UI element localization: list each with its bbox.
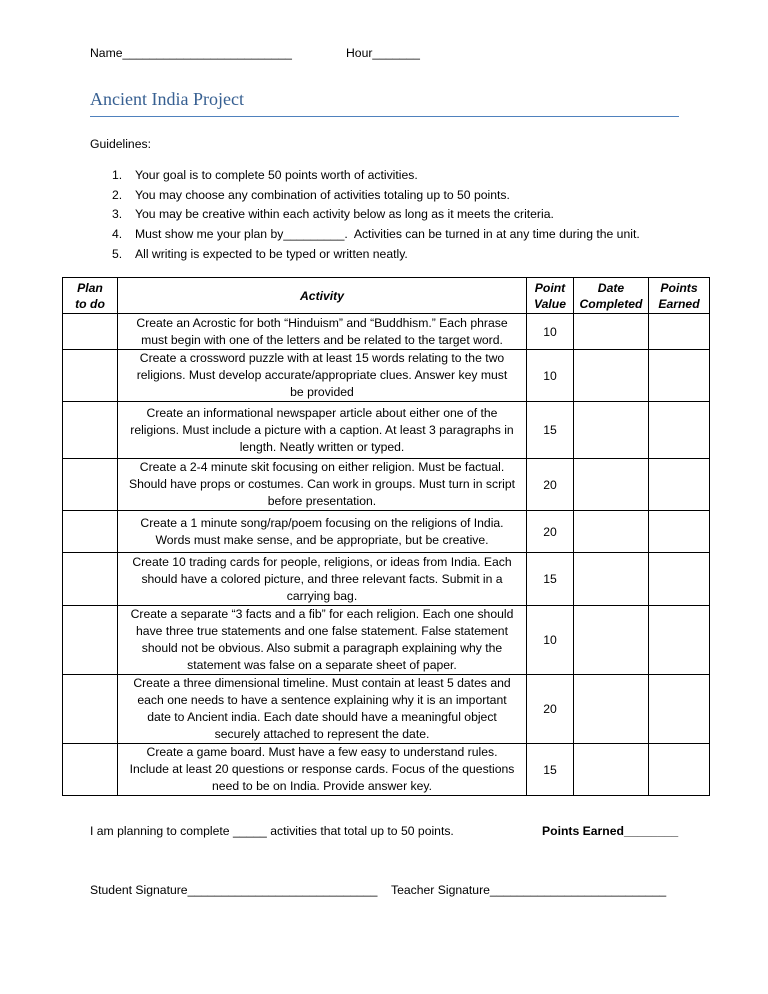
- activity-description: [118, 350, 527, 402]
- header-date-completed: Date Completed: [574, 278, 649, 314]
- hour-field[interactable]: Hour_______: [346, 46, 420, 60]
- guideline-text: All writing is expected to be typed or written neatly.: [135, 246, 408, 261]
- guideline-text: You may be creative within each activity below as long as it meets the criteria.: [135, 207, 554, 222]
- points-earned-cell[interactable]: [649, 459, 710, 511]
- guideline-number: 5.: [112, 246, 123, 261]
- planning-statement: I am planning to complete _____ activities that total up to 50 points.: [90, 824, 454, 838]
- points-earned-cell[interactable]: [649, 314, 710, 350]
- activity-line: be provided: [290, 385, 354, 399]
- date-completed-cell[interactable]: [574, 459, 649, 511]
- title-underline: [90, 116, 679, 117]
- date-completed-cell[interactable]: [574, 314, 649, 350]
- table-row: [63, 511, 710, 553]
- activity-line: Create 10 trading cards for people, religions, or ideas from India. Each: [132, 554, 512, 569]
- guideline-number: 2.: [112, 187, 123, 202]
- plan-to-do-cell[interactable]: [63, 350, 118, 402]
- table-row: [63, 553, 710, 606]
- point-value-cell: 20: [527, 675, 574, 744]
- table-row: [63, 459, 710, 511]
- activity-line: Create a 2-4 minute skit focusing on either religion. Must be factual.: [139, 460, 505, 474]
- point-value-cell: 10: [527, 606, 574, 675]
- activity-line: length. Neatly written or typed.: [239, 439, 405, 454]
- guideline-text: You may choose any combination of activities totaling up to 50 points.: [135, 187, 510, 202]
- plan-to-do-cell[interactable]: [63, 314, 118, 350]
- plan-to-do-cell[interactable]: [63, 606, 118, 675]
- header-activity: Activity: [118, 278, 527, 314]
- guideline-number: 4.: [112, 227, 123, 242]
- activity-line: must begin with one of the letters and be related to the target word.: [141, 332, 503, 347]
- point-value-cell: 10: [527, 350, 574, 402]
- point-value-cell: 15: [527, 553, 574, 606]
- activity-line: Create a game board. Must have a few easy to understand rules.: [146, 745, 498, 759]
- activity-description: [118, 511, 527, 553]
- table-row: [63, 314, 710, 350]
- activity-line: statement was false on a separate sheet of paper.: [187, 658, 457, 672]
- table-row: [63, 606, 710, 675]
- points-earned-cell[interactable]: [649, 675, 710, 744]
- activity-line: religions. Must include a picture with a caption. At least 3 paragraphs in: [130, 422, 514, 437]
- activity-line: carrying bag.: [286, 588, 358, 603]
- student-signature-line[interactable]: Student Signature____________________________: [90, 883, 378, 897]
- activity-line: before presentation.: [267, 494, 377, 508]
- activity-line: Should have props or costumes. Can work in groups. Must turn in script: [128, 477, 516, 491]
- page-title: Ancient India Project: [90, 89, 244, 109]
- plan-to-do-cell[interactable]: [63, 511, 118, 553]
- points-earned-cell[interactable]: [649, 606, 710, 675]
- point-value-cell: 20: [527, 459, 574, 511]
- activity-line: Include at least 20 questions or response cards. Focus of the questions: [129, 762, 515, 776]
- activity-line: should not be obvious. Also submit a paragraph explaining why the: [141, 641, 503, 655]
- date-completed-cell[interactable]: [574, 675, 649, 744]
- activity-line: should have a colored picture, and three relevant facts. Submit in a: [141, 571, 503, 586]
- guidelines-heading: Guidelines:: [90, 137, 151, 151]
- activity-line: Create an informational newspaper article about either one of the: [146, 405, 498, 420]
- activity-description: [118, 675, 527, 744]
- table-row: [63, 402, 710, 459]
- guideline-number: 3.: [112, 207, 123, 222]
- point-value-cell: 10: [527, 314, 574, 350]
- plan-to-do-cell[interactable]: [63, 744, 118, 796]
- date-completed-cell[interactable]: [574, 350, 649, 402]
- activity-line: Create a separate “3 facts and a fib” for each religion. Each one should: [130, 607, 514, 621]
- activity-line: each one needs to have a sentence explaining why it is an important: [137, 693, 507, 707]
- header-points-earned: Points Earned: [649, 278, 710, 314]
- activity-line: securely attached to represent the date.: [214, 727, 430, 741]
- activity-description: [118, 606, 527, 675]
- activity-line: Create an Acrostic for both “Hinduism” and “Buddhism.” Each phrase: [136, 315, 508, 330]
- teacher-signature-line[interactable]: Teacher Signature__________________________: [391, 883, 667, 897]
- activity-line: Create a three dimensional timeline. Must contain at least 5 dates and: [133, 676, 511, 690]
- activity-line: Words must make sense, and be appropriate, but be creative.: [155, 532, 489, 547]
- activity-description: [118, 744, 527, 796]
- points-earned-cell[interactable]: [649, 402, 710, 459]
- activity-description: [118, 402, 527, 459]
- table-row: [63, 350, 710, 402]
- activity-line: have three true statements and one false statement. False statement: [136, 624, 508, 638]
- plan-to-do-cell[interactable]: [63, 553, 118, 606]
- activity-line: religions. Must develop accurate/appropriate clues. Answer key must: [136, 368, 508, 382]
- header-plan-to-do: Plan to do: [63, 278, 118, 314]
- activity-line: need to be on India. Provide answer key.: [212, 779, 432, 793]
- point-value-cell: 20: [527, 511, 574, 553]
- activity-description: [118, 553, 527, 606]
- points-earned-cell[interactable]: [649, 511, 710, 553]
- points-earned-cell[interactable]: [649, 350, 710, 402]
- guideline-text: Must show me your plan by_________. Activities can be turned in at any time during the unit.: [135, 227, 640, 242]
- plan-to-do-cell[interactable]: [63, 675, 118, 744]
- activity-line: Create a crossword puzzle with at least 15 words relating to the two: [139, 351, 505, 365]
- points-earned-cell[interactable]: [649, 744, 710, 796]
- table-row: [63, 675, 710, 744]
- date-completed-cell[interactable]: [574, 402, 649, 459]
- point-value-cell: 15: [527, 402, 574, 459]
- activity-line: date to Ancient india. Each date should have a meaningful object: [147, 710, 497, 724]
- points-earned-cell[interactable]: [649, 553, 710, 606]
- points-earned-total[interactable]: Points Earned________: [542, 824, 679, 838]
- header-point-value: Point Value: [527, 278, 574, 314]
- name-field[interactable]: Name_________________________: [90, 46, 292, 60]
- date-completed-cell[interactable]: [574, 606, 649, 675]
- activity-description: [118, 314, 527, 350]
- guideline-number: 1.: [112, 168, 123, 182]
- activity-line: Create a 1 minute song/rap/poem focusing on the religions of India.: [140, 515, 504, 530]
- point-value-cell: 15: [527, 744, 574, 796]
- table-row: [63, 744, 710, 796]
- date-completed-cell[interactable]: [574, 744, 649, 796]
- activity-description: [118, 459, 527, 511]
- date-completed-cell[interactable]: [574, 511, 649, 553]
- date-completed-cell[interactable]: [574, 553, 649, 606]
- table-header-row: [63, 278, 710, 314]
- plan-to-do-cell[interactable]: [63, 459, 118, 511]
- activity-table: [62, 277, 710, 796]
- guideline-text: Your goal is to complete 50 points worth of activities.: [135, 168, 418, 182]
- plan-to-do-cell[interactable]: [63, 402, 118, 459]
